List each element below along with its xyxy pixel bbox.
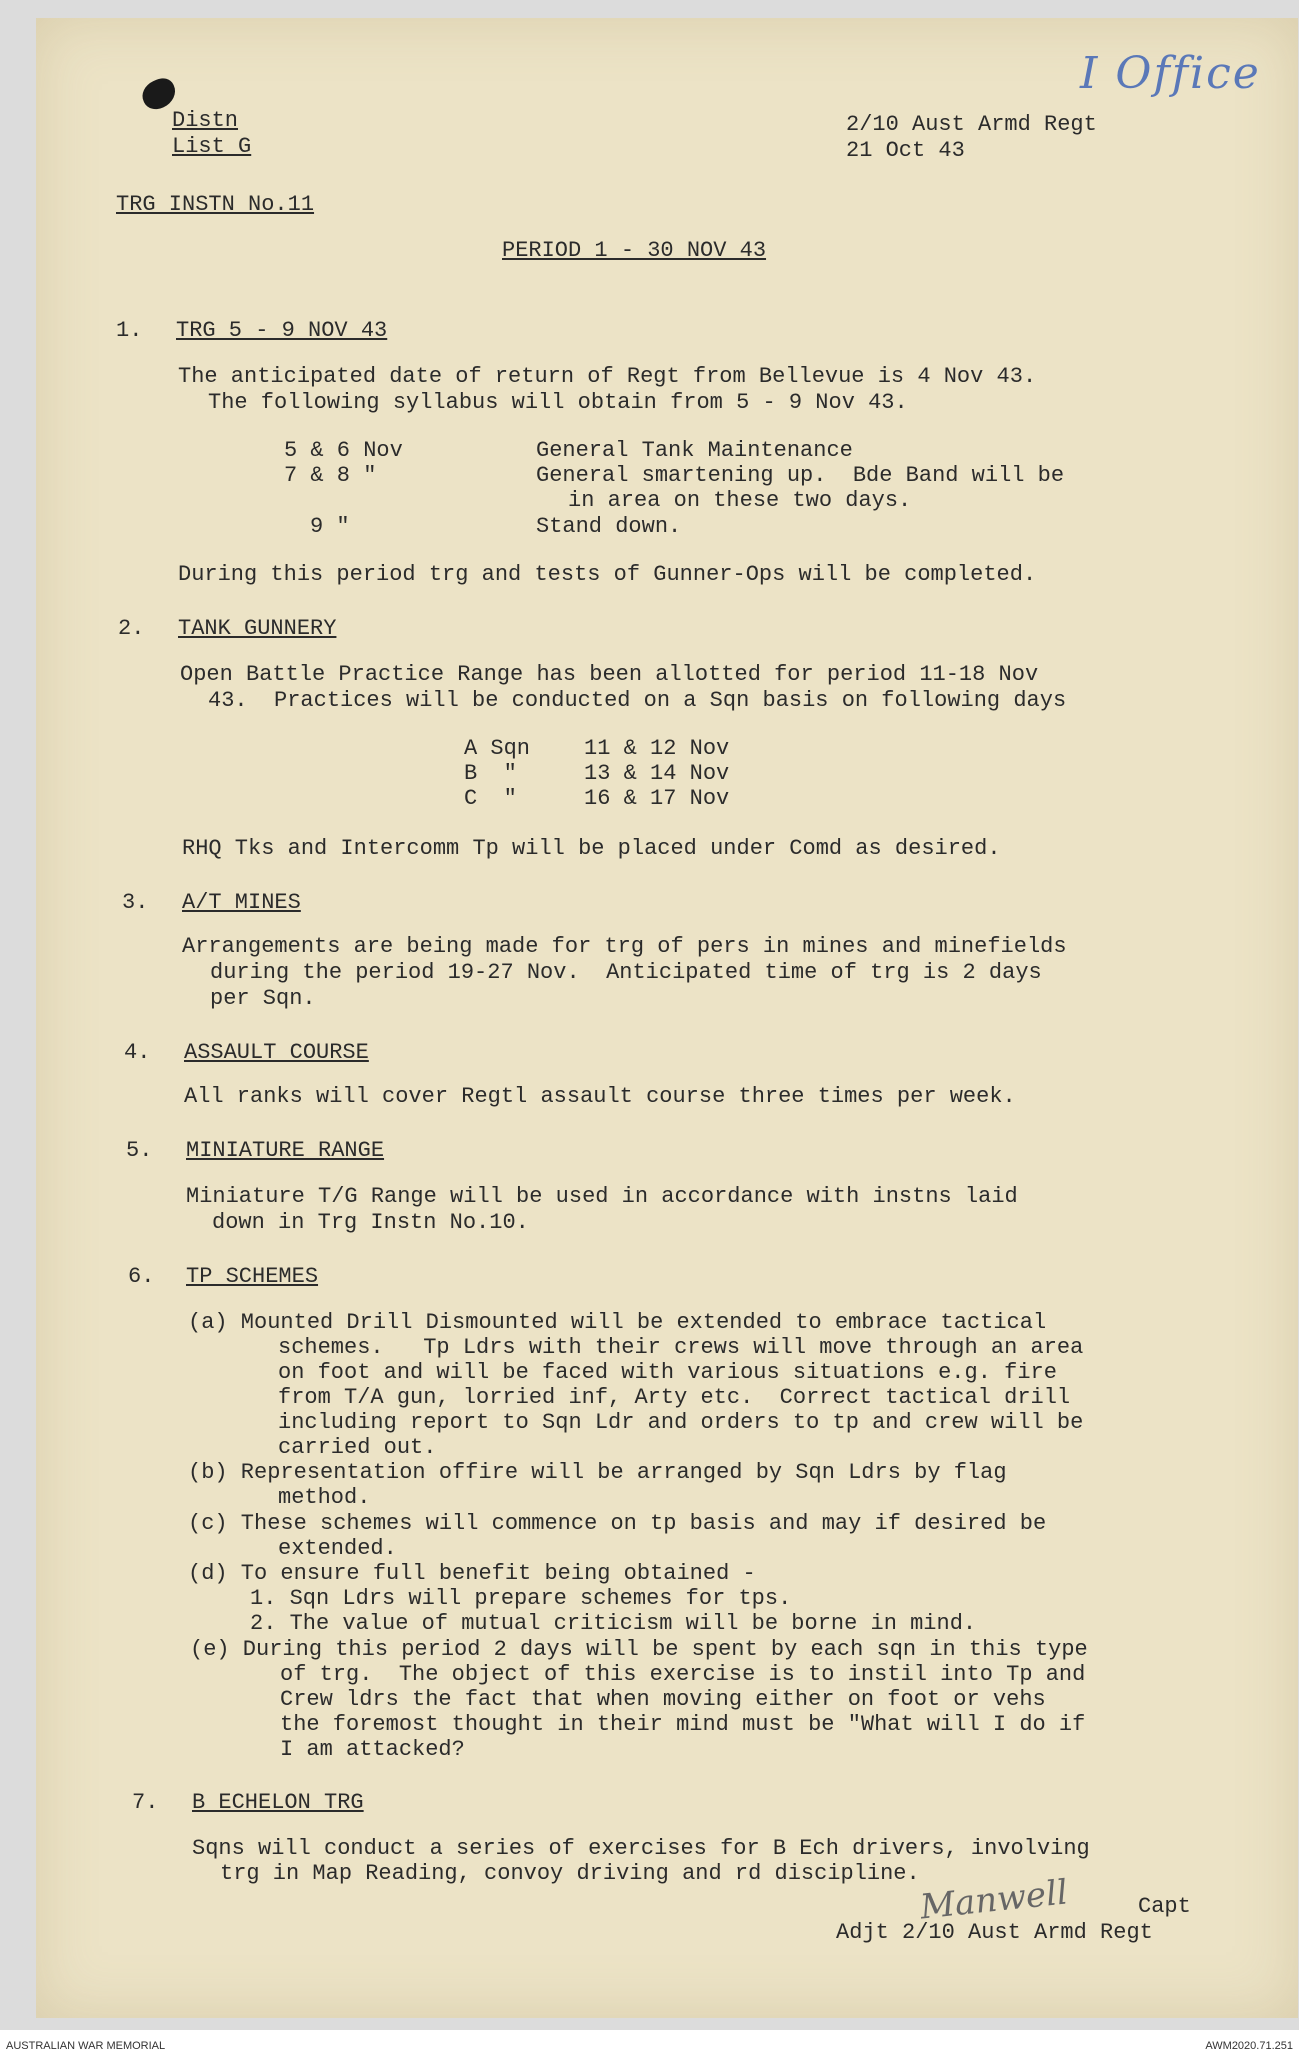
unit-name: 2/10 Aust Armd Regt xyxy=(846,112,1097,137)
section-number: 2. xyxy=(118,616,145,641)
section-heading: TP SCHEMES xyxy=(186,1264,319,1289)
list-item-continuation: of trg. The object of this exercise is to instil into Tp and xyxy=(280,1662,1086,1687)
document-title: TRG INSTN No.11 xyxy=(116,192,315,217)
archive-name: AUSTRALIAN WAR MEMORIAL xyxy=(6,2040,166,2052)
list-item-continuation: I am attacked? xyxy=(280,1737,465,1762)
squadron: C " xyxy=(464,786,517,811)
paragraph-line: Arrangements are being made for trg of pers in mines and minefields xyxy=(182,934,1067,959)
squadron: B " xyxy=(464,761,517,786)
section-heading: ASSAULT COURSE xyxy=(184,1040,369,1065)
distribution-label: Distn xyxy=(172,108,239,133)
paragraph-line: The anticipated date of return of Regt from Bellevue is 4 Nov 43. xyxy=(178,364,1037,389)
list-item-continuation: method. xyxy=(278,1485,371,1510)
schedule-activity: in area on these two days. xyxy=(568,488,912,513)
paragraph-line: All ranks will cover Regtl assault course three times per week. xyxy=(184,1084,1016,1109)
paragraph-line: During this period trg and tests of Gunner-Ops will be completed. xyxy=(178,562,1037,587)
schedule-activity: Stand down. xyxy=(536,514,682,539)
list-item: (d) To ensure full benefit being obtained - xyxy=(188,1561,756,1586)
paragraph-line: Sqns will conduct a series of exercises for B Ech drivers, involving xyxy=(192,1836,1090,1861)
list-item-continuation: schemes. Tp Ldrs with their crews will move through an area xyxy=(278,1335,1084,1360)
paragraph-line: during the period 19-27 Nov. Anticipated time of trg is 2 days xyxy=(210,960,1042,985)
handwritten-signature: Manwell xyxy=(918,1872,1070,1928)
section-heading: MINIATURE RANGE xyxy=(186,1138,385,1163)
section-number: 5. xyxy=(126,1138,153,1163)
section-number: 3. xyxy=(122,890,149,915)
archive-footer xyxy=(0,2030,1299,2061)
section-number: 1. xyxy=(116,318,143,343)
section-number: 4. xyxy=(124,1040,151,1065)
schedule-activity: General smartening up. Bde Band will be xyxy=(536,463,1065,488)
list-item: (b) Representation offire will be arranged by Sqn Ldrs by flag xyxy=(188,1460,1007,1485)
list-item-continuation: the foremost thought in their mind must be "What will I do if xyxy=(280,1712,1086,1737)
archive-reference: AWM2020.71.251 xyxy=(1205,2040,1293,2052)
schedule-date: 5 & 6 Nov xyxy=(284,438,403,463)
document-date: 21 Oct 43 xyxy=(846,138,965,163)
paragraph-line: Miniature T/G Range will be used in accordance with instns laid xyxy=(186,1184,1018,1209)
list-item: (c) These schemes will commence on tp basis and may if desired be xyxy=(188,1511,1047,1536)
section-heading: B ECHELON TRG xyxy=(192,1790,364,1815)
signatory-role: Adjt 2/10 Aust Armd Regt xyxy=(836,1920,1153,1945)
distribution-list: List G xyxy=(172,134,252,159)
squadron: A Sqn xyxy=(464,736,531,761)
paragraph-line: trg in Map Reading, convoy driving and rd discipline. xyxy=(220,1861,920,1886)
section-heading: A/T MINES xyxy=(182,890,301,915)
squadron-dates: 16 & 17 Nov xyxy=(584,786,730,811)
paragraph-line: down in Trg Instn No.10. xyxy=(212,1210,529,1235)
list-item-continuation: including report to Sqn Ldr and orders to tp and crew will be xyxy=(278,1410,1084,1435)
squadron-dates: 11 & 12 Nov xyxy=(584,736,730,761)
paragraph-line: The following syllabus will obtain from 5 - 9 Nov 43. xyxy=(208,390,908,415)
schedule-date: 9 " xyxy=(310,514,350,539)
list-item-continuation: extended. xyxy=(278,1536,397,1561)
section-heading: TRG 5 - 9 NOV 43 xyxy=(176,318,388,343)
list-item: (e) During this period 2 days will be spent by each sqn in this type xyxy=(190,1637,1088,1662)
list-item-continuation: Crew ldrs the fact that when moving either on foot or vehs xyxy=(280,1687,1046,1712)
list-subitem: 2. The value of mutual criticism will be borne in mind. xyxy=(250,1611,977,1636)
list-item-continuation: on foot and will be faced with various situations e.g. fire xyxy=(278,1360,1057,1385)
section-number: 6. xyxy=(128,1264,155,1289)
handwritten-note: I Office xyxy=(1080,48,1261,99)
list-subitem: 1. Sqn Ldrs will prepare schemes for tps. xyxy=(250,1586,792,1611)
paragraph-line: RHQ Tks and Intercomm Tp will be placed under Comd as desired. xyxy=(182,836,1001,861)
section-heading: TANK GUNNERY xyxy=(178,616,337,641)
paragraph-line: 43. Practices will be conducted on a Sqn basis on following days xyxy=(208,688,1067,713)
squadron-dates: 13 & 14 Nov xyxy=(584,761,730,786)
paragraph-line: Open Battle Practice Range has been allotted for period 11-18 Nov xyxy=(180,662,1039,687)
schedule-date: 7 & 8 " xyxy=(284,463,377,488)
period-heading: PERIOD 1 - 30 NOV 43 xyxy=(502,238,767,263)
list-item: (a) Mounted Drill Dismounted will be extended to embrace tactical xyxy=(188,1310,1047,1335)
paragraph-line: per Sqn. xyxy=(210,986,316,1011)
section-number: 7. xyxy=(132,1790,159,1815)
schedule-activity: General Tank Maintenance xyxy=(536,438,853,463)
list-item-continuation: from T/A gun, lorried inf, Arty etc. Correct tactical drill xyxy=(278,1385,1071,1410)
signatory-rank: Capt xyxy=(1138,1894,1191,1919)
list-item-continuation: carried out. xyxy=(278,1435,437,1460)
